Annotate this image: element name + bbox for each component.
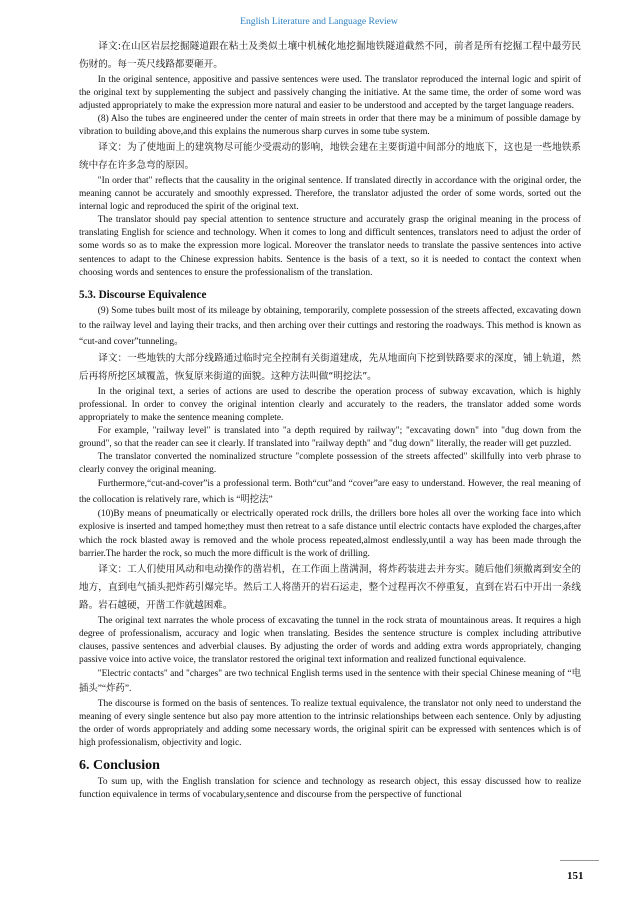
article-body [79, 38, 581, 802]
body-paragraph: For example, "railway level" is translated into "a depth required by railway"; "excavating down" into "dug down from the ground", so that the reader can see it clearly. If translated into "railway depth" and "dug down" literally, the reader will get puzzled. [79, 426, 581, 450]
section-heading: 6. Conclusion [79, 758, 160, 773]
translation-paragraph: 译文：为了使地面上的建筑物尽可能少受震动的影响，地铁会建在主要街道中间部分的地底下，这也是一些地铁系统中存在许多急弯的原因。 [79, 142, 581, 172]
body-paragraph: To sum up, with the English translation for science and technology as research object, this essay discussed how to realize function equivalence in terms of vocabulary,sentence and discourse from the perspective of functional [79, 777, 581, 801]
body-paragraph: The translator converted the nominalized structure "complete possession of the streets affected" skillfully into verb phrase to clearly convey the original meaning. [79, 452, 581, 476]
example-sentence: (9) Some tubes built most of its mileage by obtaining, temporarily, complete possession of the streets affected, excavating down to the railway level and laying their tracks, and then arching over their cuttings and restoring the roadways. This method is known as “cut-and cover”tunneling。 [79, 305, 581, 347]
body-paragraph: In the original text, a series of actions are used to describe the operation process of subway excavation, which is highly professional. In order to convey the original intention clearly and accurately to the readers, the translator added some words appropriately to make the sentence meaning complete. [79, 387, 581, 424]
body-paragraph: "In order that" reflects that the causality in the original sentence. If translated directly in accordance with the original order, the meaning cannot be accurately and smoothly expressed. Therefore, the translator adjusted the order of some words, sorted out the internal logic and reproduced the spirit of the original text. [79, 176, 581, 213]
body-paragraph: The discourse is formed on the basis of sentences. To realize textual equivalence, the translator not only need to understand the meaning of every single sentence but also pay more attention to the intrinsic relationships between each sentence. Only by adjusting the order of words appropriately and adding some necessary words, the original spirit can be expressed with sentences which is of high professionalism, objectivity and logic. [79, 698, 581, 748]
body-paragraph: Furthermore,“cut-and-cover”is a professional term. Both“cut”and “cover”are easy to understand. However, the real meaning of the collocation is relatively rare, which is “明挖法” [79, 479, 581, 505]
body-paragraph: The original text narrates the whole process of excavating the tunnel in the rock strata of mountainous areas. It requires a high degree of professionalism, accuracy and logic when translating. Besides the sentence structure is complex including attributive clauses, passive sentences and adverbial clauses. By adjusting the order of words and adding extra words appropriately, changing passive voice into active voice, the translator restored the original text information and realized functional equivalence. [79, 615, 581, 665]
body-paragraph: In the original sentence, appositive and passive sentences were used. The translator reproduced the internal logic and spirit of the original text by supplementing the subject and passively changing the initiative. At the same time, the order of some word was adjusted appropriately to make the expression more natural and easier to be understood and accepted by the target language readers. [79, 75, 581, 112]
page-number: 151 [567, 870, 584, 882]
translation-paragraph: 译文：一些地铁的大部分线路通过临时完全控制有关街道建成，先从地面向下挖到铁路要求的深度，铺上轨道，然后再将所挖区域覆盖，恢复原来街道的面貌。这种方法叫做“明挖法”。 [79, 353, 581, 383]
footer-rule [560, 860, 599, 861]
translation-paragraph: 译文:在山区岩层挖掘隧道跟在粘土及类似土壤中机械化地挖掘地铁隧道截然不同，前者是所有挖掘工程中最劳民伤财的。每一英尺线路都要砸开。 [79, 41, 581, 70]
body-paragraph: The translator should pay special attention to sentence structure and accurately grasp the original meaning in the process of translating English for science and technology. When it comes to long and difficult sentences, translators need to adjust the order of some words so as to make the expression more logical. Moreover the translator needs to translate the passive sentences into active sentences to adapt to the Chinese expression habits. Sentence is the basis of a text, so it is needed to contact the context when choosing words and sentences to ensure the professionalism of the translation. [79, 215, 581, 278]
translation-paragraph: 译文：工人们使用风动和电动操作的凿岩机，在工作面上凿满洞，将炸药装进去并夯实。随后他们须撤离到安全的地方，直到电气插头把炸药引爆完毕。然后工人将凿开的岩石运走，整个过程再次不停重复，直到在岩石中开出一条线路。岩石越硬，开凿工作就越困难。 [79, 563, 581, 611]
section-heading: 5.3. Discourse Equivalence [79, 288, 207, 301]
body-paragraph: "Electric contacts" and "charges" are two technical English terms used in the sentence with their special Chinese meaning of “电插头”“炸药”. [79, 668, 581, 695]
running-head: English Literature and Language Review [240, 16, 398, 27]
example-sentence: (10)By means of pneumatically or electrically operated rock drills, the drillers bore holes all over the working face into which explosive is inserted and tamped home;they must then retreat to a safe distance until electric contacts have exploded the charges,after which the rock blasted away is removed and the whole process repeated,almost endlessly,until a way has been made through the barrier.The harder the rock, so much the more difficult is the work of drilling. [79, 509, 581, 559]
example-sentence: (8) Also the tubes are engineered under the center of main streets in order that there may be a minimum of possible damage by vibration to building above,and this explains the numerous sharp curves in some tube system. [79, 114, 581, 138]
